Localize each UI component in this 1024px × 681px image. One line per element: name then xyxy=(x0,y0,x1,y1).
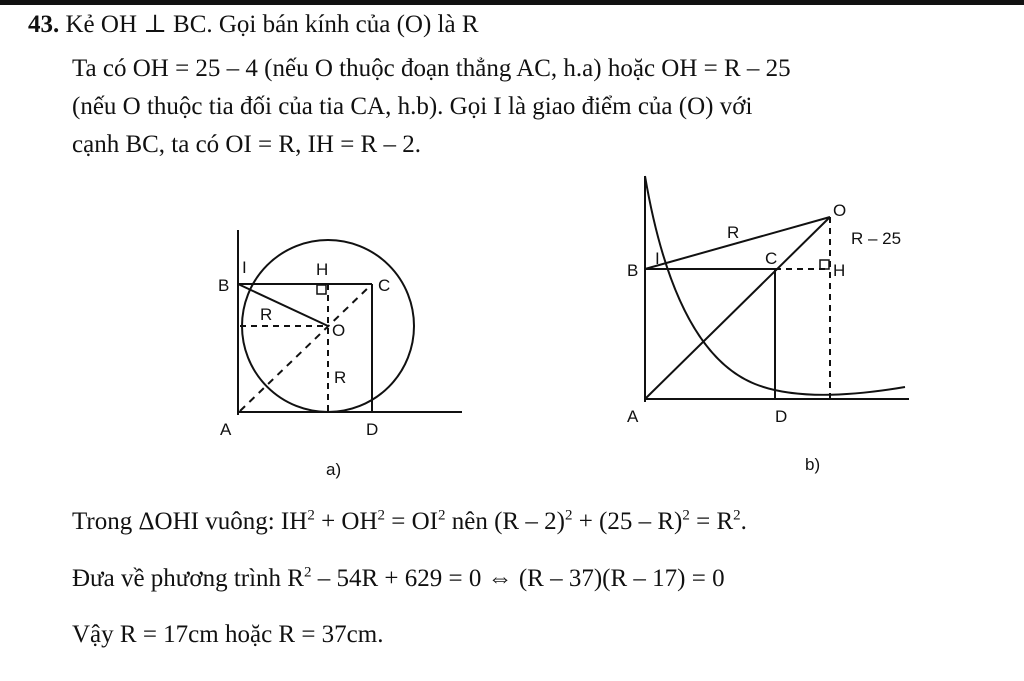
eq1-end: . xyxy=(740,508,747,535)
label-i: I xyxy=(242,258,247,277)
problem-line-2: Ta có OH = 25 – 4 (nếu O thuộc đoạn thẳng AC, h.a) hoặc OH = R – 25 xyxy=(72,55,791,82)
label-d: D xyxy=(775,407,788,426)
eq1-pre: Trong ΔOHI vuông: IH xyxy=(72,508,308,535)
segment-bo xyxy=(238,284,328,326)
problem-line-3: (nếu O thuộc tia đối của tia CA, h.b). Gọi I là giao điểm của (O) với xyxy=(72,93,753,120)
problem-line-4: cạnh BC, ta có OI = R, IH = R – 2. xyxy=(72,131,421,158)
equation-2 xyxy=(72,564,725,594)
eq1-sup-3: 2 xyxy=(438,507,446,524)
eq2-sup: 2 xyxy=(303,564,312,581)
label-r: R xyxy=(727,223,740,242)
conclusion: Vậy R = 17cm hoặc R = 37cm. xyxy=(72,621,384,648)
eq1-mid-4: + (25 – R) xyxy=(572,508,683,535)
eq1-sup-5: 2 xyxy=(682,507,690,524)
problem-number: 43. xyxy=(28,11,60,38)
problem-line-1 xyxy=(28,10,479,40)
label-h: H xyxy=(833,261,846,280)
caption-b: b) xyxy=(805,455,821,474)
label-d: D xyxy=(366,420,379,439)
right-angle-mark xyxy=(317,285,326,294)
label-h: H xyxy=(316,260,329,279)
eq1-sup-1: 2 xyxy=(307,507,315,524)
top-border xyxy=(0,0,1024,5)
label-a: A xyxy=(220,420,232,439)
eq1-mid-5: = R xyxy=(689,508,734,535)
figure-a xyxy=(200,225,470,485)
label-r-2: R xyxy=(334,368,347,387)
label-o: O xyxy=(833,201,847,220)
right-angle-mark xyxy=(820,260,829,269)
problem-text-1: Kẻ OH ⊥ BC. Gọi bán kính của (O) là R xyxy=(65,11,479,38)
eq1-sup-2: 2 xyxy=(377,507,386,524)
figure-b xyxy=(615,172,935,477)
label-i: I xyxy=(655,249,660,268)
label-c: C xyxy=(765,249,778,268)
eq1-sup-4: 2 xyxy=(564,507,573,524)
label-o: O xyxy=(332,321,346,340)
label-c: C xyxy=(378,276,391,295)
eq2-pre: Đưa về phương trình R xyxy=(72,565,304,592)
eq1-mid-1: + OH xyxy=(314,508,378,535)
eq2-rest: – 54R + 629 = 0 ⇔ (R – 37)(R – 17) = 0 xyxy=(311,565,725,592)
eq1-mid-3: nên (R – 2) xyxy=(445,508,565,535)
label-r-25: R – 25 xyxy=(851,229,902,248)
label-b: B xyxy=(627,261,639,280)
eq1-mid-2: = OI xyxy=(385,508,439,535)
caption-a: a) xyxy=(326,460,342,479)
eq1-sup-6: 2 xyxy=(733,507,741,524)
label-b: B xyxy=(218,276,230,295)
line-ao xyxy=(645,217,830,399)
label-a: A xyxy=(627,407,639,426)
equation-1 xyxy=(72,507,747,537)
label-r-1: R xyxy=(260,305,273,324)
